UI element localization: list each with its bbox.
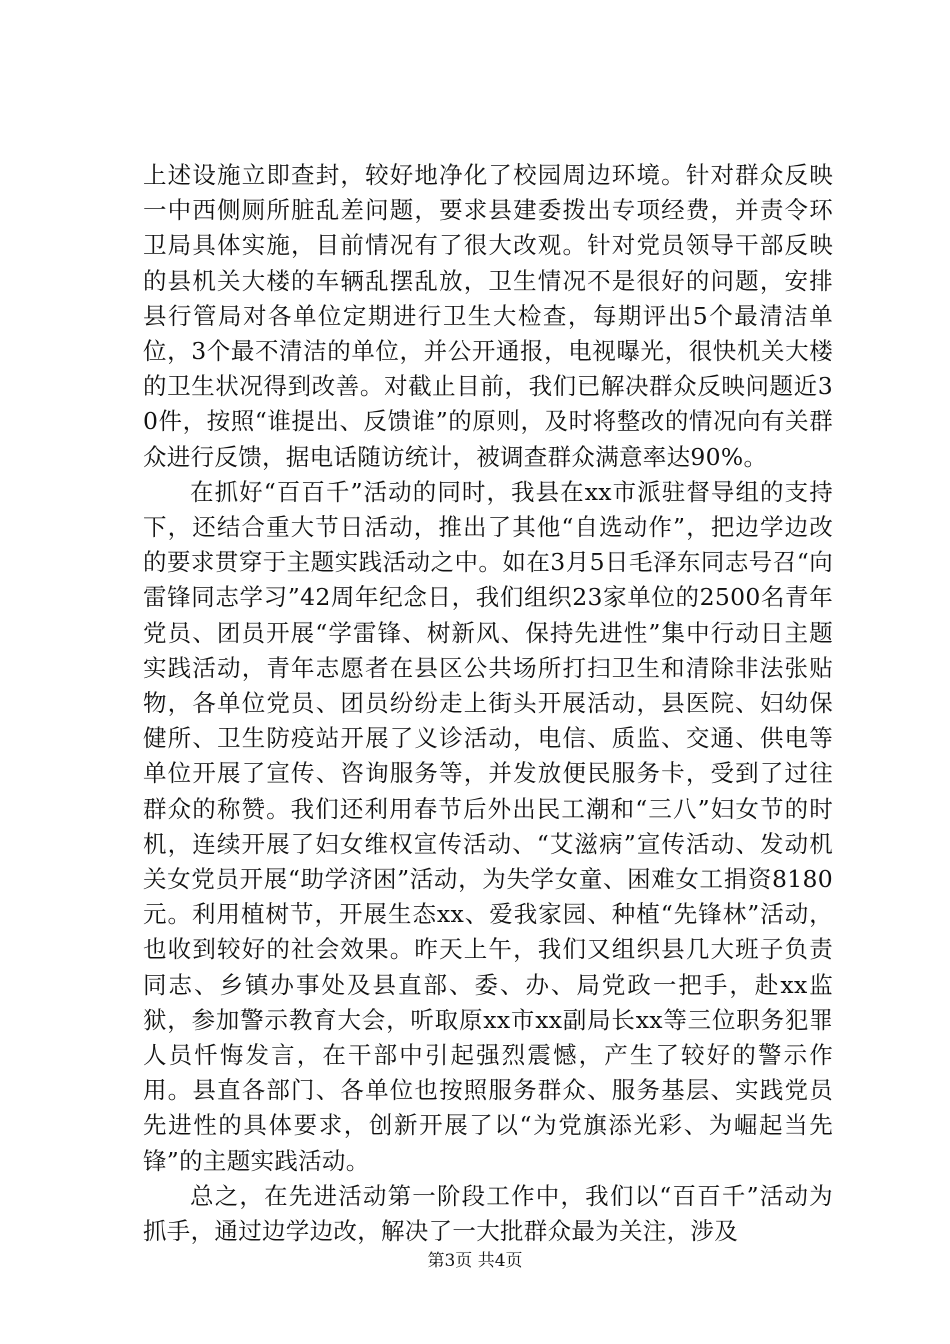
document-body (143, 158, 833, 1249)
paragraph-1: 上述设施立即查封，较好地净化了校园周边环境。针对群众反映一中西侧厕所脏乱差问题，要求县建委拨出专项经费，并责令环卫局具体实施，目前情况有了很大改观。针对党员领导干部反映的县机关大楼的车辆乱摆乱放，卫生情况不是很好的问题，安排县行管局对各单位定期进行卫生大检查，每期评出5个最清洁单位，3个最不清洁的单位，并公开通报，电视曝光，很快机关大楼的卫生状况得到改善。对截止目前，我们已解决群众反映问题近30件，按照“谁提出、反馈谁”的原则，及时将整改的情况向有关群众进行反馈，据电话随访统计，被调查群众满意率达90%。 (143, 161, 833, 471)
page-footer: 第3页 共4页 (427, 1251, 523, 1271)
paragraph-3: 总之，在先进活动第一阶段工作中，我们以“百百千”活动为抓手，通过边学边改，解决了一大批群众最为关注，涉及 (143, 1181, 833, 1246)
paragraph-2: 在抓好“百百千”活动的同时，我县在xx市派驻督导组的支持下，还结合重大节日活动，推出了其他“自选动作”，把边学边改的要求贯穿于主题实践活动之中。如在3月5日毛泽东同志号召“向雷锋同志学习”42周年纪念日，我们组织23家单位的2500名青年党员、团员开展“学雷锋、树新风、保持先进性”集中行动日主题实践活动，青年志愿者在县区公共场所打扫卫生和清除非法张贴物，各单位党员、团员纷纷走上街头开展活动，县医院、妇幼保健所、卫生防疫站开展了义诊活动，电信、质监、交通、供电等单位开展了宣传、咨询服务等，并发放便民服务卡，受到了过往群众的称赞。我们还利用春节后外出民工潮和“三八”妇女节的时机，连续开展了妇女维权宣传活动、“艾滋病”宣传活动、发动机关女党员开展“助学济困”活动，为失学女童、困难女工捐资8180元。利用植树节，开展生态xx、爱我家园、种植“先锋林”活动，也收到较好的社会效果。昨天上午，我们又组织县几大班子负责同志、乡镇办事处及县直部、委、办、局党政一把手，赴xx监狱，参加警示教育大会，听取原xx市xx副局长xx等三位职务犯罪人员忏悔发言，在干部中引起强烈震憾，产生了较好的警示作用。县直各部门、各单位也按照服务群众、服务基层、实践党员先进性的具体要求，创新开展了以“为党旗添光彩、为崛起当先锋”的主题实践活动。 (143, 477, 833, 1175)
